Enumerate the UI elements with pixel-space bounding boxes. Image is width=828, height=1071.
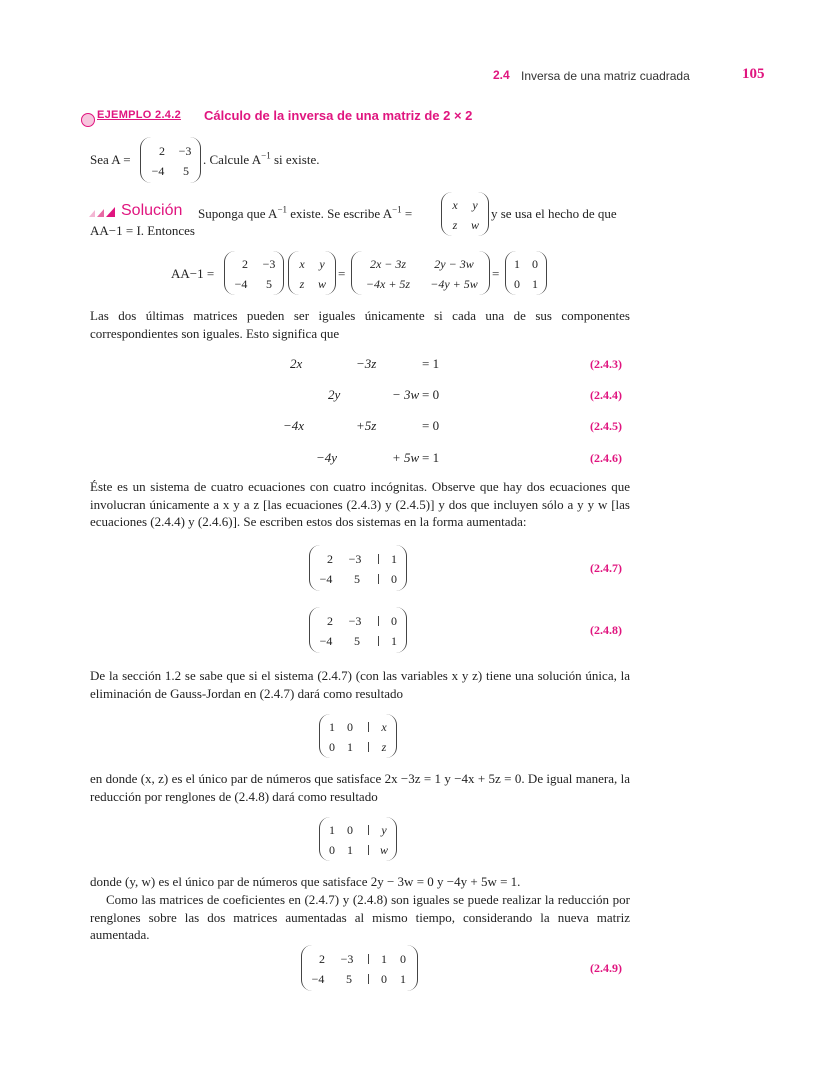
eq-tag-2-4-5: (2.4.5) <box>590 419 622 433</box>
eq-tag-2-4-3: (2.4.3) <box>590 357 622 371</box>
eq-tag-2-4-6: (2.4.6) <box>590 451 622 465</box>
eq-tag-2-4-9: (2.4.9) <box>590 961 622 975</box>
reduced-matrix-2: 1 0 y 0 1 w <box>319 817 397 861</box>
product-equals-1: = <box>338 266 346 281</box>
eq-tag-2-4-7: (2.4.7) <box>590 561 622 575</box>
solution-text: Suponga que $A^{-1}$ existe. Se escribe $A^{-1}$ = <box>198 204 413 221</box>
eq1-term1: 2x <box>290 356 303 371</box>
eq4-term2: + 5w <box>392 450 420 465</box>
statement-prefix: Sea A = <box>90 152 131 167</box>
eq4-term1: −4y <box>316 450 338 465</box>
paragraph-3: De la sección 1.2 se sabe que si el sistema (2.4.7) (con las variables x y z) tiene una solución única, la eliminación de Gauss-Jordan en (2.4.7) dará como resultado <box>90 668 630 701</box>
eq-tag-2-4-8: (2.4.8) <box>590 623 622 637</box>
solution-triangles-icon <box>89 206 117 218</box>
matrix-a: 2 −3 −4 5 <box>140 137 201 183</box>
eq1-rhs: = 1 <box>422 356 440 371</box>
matrix-a-inverse-unknowns: x y z w <box>441 192 489 236</box>
eq2-term1: 2y <box>328 387 341 402</box>
eq1-term2: −3z <box>356 356 377 371</box>
reduced-matrix-1: 1 0 x 0 1 z <box>319 714 397 758</box>
product-matrix-a: 2 −3 −4 5 <box>224 251 284 295</box>
eq2-term2: − 3w <box>392 387 420 402</box>
eq3-rhs: = 0 <box>422 418 440 433</box>
eq3-term1: −4x <box>283 418 305 433</box>
statement-question: . Calcule $A^{-1}$ si existe. <box>203 150 320 167</box>
paragraph-4: en donde (x, z) es el único par de números que satisface 2x −3z = 1 y −4x + 5z = 0. De igual manera, la reducción por renglones de (2.4.8) dará como resultado <box>90 771 630 804</box>
solution-label: Solución <box>121 202 183 219</box>
paragraph-6: Como las matrices de coeficientes en (2.4.7) y (2.4.8) son iguales se puede realizar la reducción por renglones sobre las dos matrices aumentadas al mismo tiempo, considerando la nueva matriz aumentada. <box>90 892 630 942</box>
example-label: EJEMPLO 2.4.2 <box>97 109 181 121</box>
example-bullet-icon <box>81 113 95 127</box>
solution-text-end: y se usa el hecho de que <box>491 206 617 221</box>
header-section-title: Inversa de una matriz cuadrada <box>521 69 690 83</box>
page-number: 105 <box>742 66 765 82</box>
eq4-rhs: = 1 <box>422 450 440 465</box>
eq2-rhs: = 0 <box>422 387 440 402</box>
product-equals-2: = <box>492 266 500 281</box>
eq3-term2: +5z <box>356 418 377 433</box>
paragraph-2: Éste es un sistema de cuatro ecuaciones con cuatro incógnitas. Observe que hay dos ecuaciones que involucran únicamente a x y a z [las ecuaciones (2.4.3) y (2.4.5)] y dos que incluyen sólo a y y w [las ecuaciones (2.4.4) y (2.4.6)]. Se escriben estos dos sistemas en la forma aumentada: <box>90 479 630 529</box>
augmented-matrix-3: 2 −3 1 0 −4 5 0 1 <box>301 945 418 991</box>
product-matrix-c: 2x − 3z 2y − 3w −4x + 5z −4y + 5w <box>351 251 490 295</box>
example-title: Cálculo de la inversa de una matriz de 2 × 2 <box>204 108 473 123</box>
eq-tag-2-4-4: (2.4.4) <box>590 388 622 402</box>
product-lhs: AA−1 = <box>171 266 215 281</box>
augmented-matrix-1: 2 −3 1 −4 5 0 <box>309 545 407 591</box>
identity-matrix: 1 0 0 1 <box>505 251 547 295</box>
product-matrix-b: x y z w <box>288 251 336 295</box>
solution-line2: AA−1 = I. Entonces <box>90 223 195 238</box>
augmented-matrix-2: 2 −3 0 −4 5 1 <box>309 607 407 653</box>
paragraph-1: Las dos últimas matrices pueden ser iguales únicamente si cada una de sus componentes correspondientes son iguales. Esto significa que <box>90 308 630 341</box>
header-section-number: 2.4 <box>493 68 510 82</box>
paragraph-5: donde (y, w) es el único par de números que satisface 2y − 3w = 0 y −4y + 5w = 1. <box>90 874 521 889</box>
